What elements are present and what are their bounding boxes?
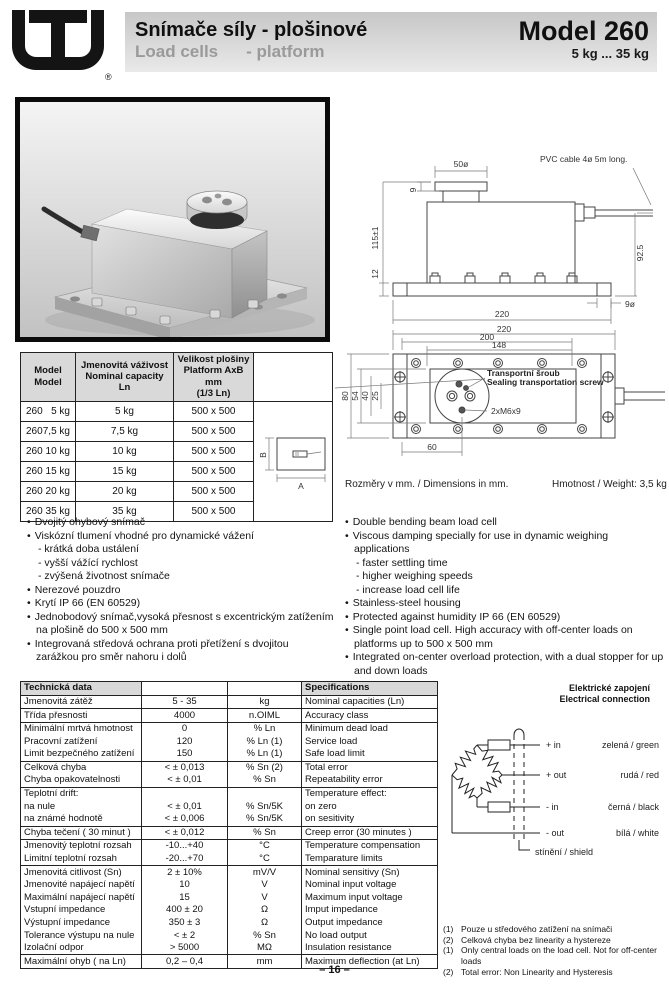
platform-cell: 500 x 500 [174, 401, 254, 421]
wire-color-label: zelená / green [601, 740, 659, 750]
title-en-right: - platform [246, 42, 325, 61]
spec-row: Vstupní impedance 400 ± 20 Ω Imput impedance [21, 904, 438, 917]
terminal-label: - in [546, 802, 559, 812]
footnote-text: Only central loads on the load cell. Not for off-center loads [461, 945, 657, 966]
dimensions-caption: Rozměry v mm. / Dimensions in mm. [345, 479, 509, 490]
spec-row: Jmenovitá zátěž 5 - 35 kg Nominal capacities (Ln) [21, 695, 438, 709]
terminal-label: + out [546, 770, 567, 780]
dim-cable-height-label: 92.5 [635, 244, 645, 262]
features-list-en [340, 516, 666, 678]
registered-mark: ® [105, 72, 112, 82]
model-size: 10 kg [45, 445, 70, 457]
page-title-cs: Snímače síly - plošinové [135, 19, 368, 41]
specifications-table [20, 681, 438, 969]
features-list-cs [22, 516, 334, 665]
feature-subitem: - increase load cell life [356, 583, 460, 596]
dim-40-label: 40 [360, 391, 370, 401]
model-table-header-diagram [254, 353, 333, 402]
load-cell-photo-illustration [20, 102, 325, 337]
feature-item: • Integrovaná středová ochrana proti přetížení s dvojitou zarážkou pro směr nahoru i dolů [22, 638, 334, 665]
footnote-text: Celková chyba bez linearity a hystereze [461, 934, 611, 945]
side-view-dim-lines [379, 166, 653, 324]
feature-item: • Krytí IP 66 (EN 60529) [22, 597, 334, 611]
feature-item: • Stainless-steel housing [340, 597, 666, 611]
capacity-cell: 35 kg [76, 501, 174, 521]
capacity-range: 5 kg ... 35 kg [571, 46, 649, 62]
dim-25-label: 25 [370, 391, 380, 401]
feature-item: • Single point load cell. High accuracy with off-center loads on platforms up to 500 x 500 mm [340, 624, 666, 651]
feature-subitem: - faster settling time [356, 556, 448, 569]
spec-row: Maximální ohyb ( na Ln) 0,2 – 0,4 mm Maximum deflection (at Ln) [21, 955, 438, 969]
dim-148-label: 148 [491, 340, 507, 350]
model-number: 260 [26, 465, 43, 477]
feature-item: • Protected against humidity IP 66 (EN 60529) [340, 611, 666, 625]
model-number: 260 [26, 485, 43, 497]
spec-row: Celková chyba < ± 0,013 % Sn (2) Total error [21, 761, 438, 774]
dim-60-label: 60 [427, 442, 437, 452]
load-button [187, 191, 247, 229]
platform-cell: 500 x 500 [174, 441, 254, 461]
feature-item: • Nerezové pouzdro [22, 584, 334, 598]
spec-row: Limitní teplotní rozsah -20...+70 °C Temparature limits [21, 853, 438, 866]
spec-row: Chyba tečení ( 30 minut ) < ± 0,012 % Sn Creep error (30 minutes ) [21, 826, 438, 840]
dim-length-label: 220 [494, 309, 510, 319]
footnote [443, 935, 667, 946]
product-photo [15, 97, 330, 342]
model-number: 260 [26, 445, 43, 457]
electrical-connection-diagram [440, 680, 669, 925]
wire-color-label: rudá / red [620, 770, 659, 780]
model-table-header-platform: Velikost plošiny Platform AxB mm (1/3 Ln) [174, 353, 254, 402]
model-title: Model 260 [518, 16, 649, 46]
spec-row: Teplotní drift: Temperature effect: [21, 787, 438, 800]
page-number: – 16 – [319, 964, 350, 976]
spec-row: Chyba opakovatelnosti < ± 0,01 % Sn Repeatability error [21, 774, 438, 787]
capacity-cell: 20 kg [76, 481, 174, 501]
cable-sheath-ends [514, 729, 530, 850]
top-view-geometry [393, 354, 665, 438]
transport-screw-label-en: Sealing transportation screw [487, 377, 604, 387]
spec-row: Tolerance výstupu na nule < ± 2 % Sn No load output [21, 929, 438, 942]
dim-total-height-label: 115±1 [370, 226, 380, 250]
spec-row: Minimální mrtvá hmotnost 0 % Ln Minimum dead load [21, 722, 438, 735]
transport-screw-label-cs: Transportní šroub [487, 368, 560, 378]
feature-item: • Double bending beam load cell [340, 516, 666, 530]
wire-color-label: černá / black [607, 802, 659, 812]
platform-cell: 500 x 500 [174, 461, 254, 481]
logo-t-stem [51, 22, 65, 58]
capacity-cell: 15 kg [76, 461, 174, 481]
title-en-left: Load cells [135, 42, 219, 61]
spec-header-en: Specifications [302, 682, 438, 696]
model-size: 5 kg [51, 405, 70, 417]
platform-cell: 500 x 500 [174, 421, 254, 441]
feature-item: • Viscous damping specially for use in dynamic weighing applications [340, 530, 666, 557]
model-size: 20 kg [45, 485, 70, 497]
spec-row: Limit bezpečného zatížení 150 % Ln (1) Safe load limit [21, 748, 438, 761]
dim-80-label: 80 [340, 391, 350, 401]
footnote-number: (1) [443, 924, 454, 934]
side-view-geometry [393, 182, 653, 296]
footnote [443, 924, 667, 935]
model-table-header-model: Model Model [21, 353, 76, 402]
spec-row: Třída přesnosti 4000 n.OIML Accuracy class [21, 709, 438, 723]
side-view-bolts [430, 273, 577, 283]
model-size: 7,5 kg [42, 425, 70, 437]
spec-header-cs: Technická data [21, 682, 142, 696]
cable-label: PVC cable 4ø 5m long. [540, 154, 628, 164]
spec-header-value [142, 682, 228, 696]
feature-subitem: - krátká doba ustálení [38, 543, 139, 555]
thread-label: 2xM6x9 [491, 406, 521, 416]
feature-item: • Dvojitý ohybový snímač [22, 516, 334, 530]
feature-subitem: - vyšší vážící rychlost [38, 556, 138, 569]
terminal-label: + in [546, 740, 561, 750]
spec-row: Výstupní impedance 350 ± 3 Ω Output impedance [21, 917, 438, 930]
model-number: 260 [26, 425, 43, 437]
footnote-number: (2) [443, 934, 454, 945]
wire-color-label: bílá / white [615, 828, 659, 838]
weight-caption: Hmotnost / Weight: 3,5 kg [552, 479, 667, 490]
spec-row: na známé hodnotě < ± 0,006 % Sn/5K on sesitivity [21, 813, 438, 826]
dim-top-width-label: 50ø [453, 159, 469, 169]
dim-200-label: 200 [479, 332, 495, 342]
spec-row: na nule < ± 0,01 % Sn/5K on zero [21, 800, 438, 813]
page-title-en [135, 42, 367, 62]
side-view-drawing [335, 98, 669, 330]
model-size: 15 kg [45, 465, 70, 477]
spec-row: Jmenovité napájecí napětí 10 V Nominal input voltage [21, 879, 438, 892]
model-number: 260 [26, 405, 43, 417]
feature-item: • Viskózní tlumení vhodné pro dynamické vážení [22, 530, 334, 544]
feature-item: • Integrated on-center overload protection, with a dual stopper for up and down loads [340, 651, 666, 678]
capacity-cell: 10 kg [76, 441, 174, 461]
model-number: 260 [26, 505, 43, 517]
dim-220-label: 220 [496, 324, 512, 334]
platform-diagram-cell [254, 401, 333, 521]
feature-item: • Jednobodový snímač,vysoká přesnost s excentrickým zatížením na plošině do 500 x 500 mm [22, 611, 334, 638]
dim-hole-label: 9ø [625, 299, 635, 309]
model-table [20, 352, 333, 522]
spec-row: Maximální napájecí napětí 15 V Maximum input voltage [21, 892, 438, 905]
footnote-number: (2) [443, 966, 454, 977]
footnote-text: Total error: Non Linearity and Hysteresis [461, 966, 613, 977]
diagram-a-label: A [298, 480, 304, 491]
electrical-title-cs: Elektrické zapojení [568, 683, 650, 693]
bridge-circuit [448, 740, 540, 833]
feature-subitem: - zvýšená životnost snímače [38, 570, 170, 582]
footnote-text: Pouze u středového zatížení na snímači [461, 924, 613, 934]
model-size: 35 kg [45, 505, 70, 517]
top-view-drawing [335, 322, 669, 474]
feature-subitem: - higher weighing speeds [356, 570, 473, 582]
spec-row: Jmenovitá citlivost (Sn) 2 ± 10% mV/V Nominal sensitivy (Sn) [21, 866, 438, 879]
platform-cell: 500 x 500 [174, 481, 254, 501]
electrical-title-en: Electrical connection [559, 694, 650, 704]
dim-base-height-label: 12 [370, 269, 380, 279]
model-table-header-capacity: Jmenovitá váživost Nominal capacity Ln [76, 353, 174, 402]
utilcell-logo-icon [12, 10, 116, 92]
spec-row: Pracovní zatížení 120 % Ln (1) Service load [21, 735, 438, 748]
table-row [21, 401, 333, 421]
platform-diagram [257, 428, 331, 492]
shield-label: stínění / shield [535, 847, 594, 857]
terminal-label: - out [546, 828, 565, 838]
cable-sheath [514, 735, 524, 840]
capacity-cell: 5 kg [76, 401, 174, 421]
spec-row: Izolační odpor > 5000 MΩ Insulation resistance [21, 942, 438, 955]
footnote-number: (1) [443, 945, 454, 956]
spec-header-unit [228, 682, 302, 696]
capacity-cell: 7,5 kg [76, 421, 174, 441]
spec-row: Jmenovitý teplotní rozsah -10...+40 °C Temperature compensation [21, 840, 438, 853]
diagram-b-label: B [258, 451, 268, 458]
dim-top-height-label: 9 [408, 187, 418, 193]
header-band [125, 12, 657, 72]
platform-cell: 500 x 500 [174, 501, 254, 521]
spec-header-row [21, 682, 438, 696]
dim-54-label: 54 [350, 391, 360, 401]
